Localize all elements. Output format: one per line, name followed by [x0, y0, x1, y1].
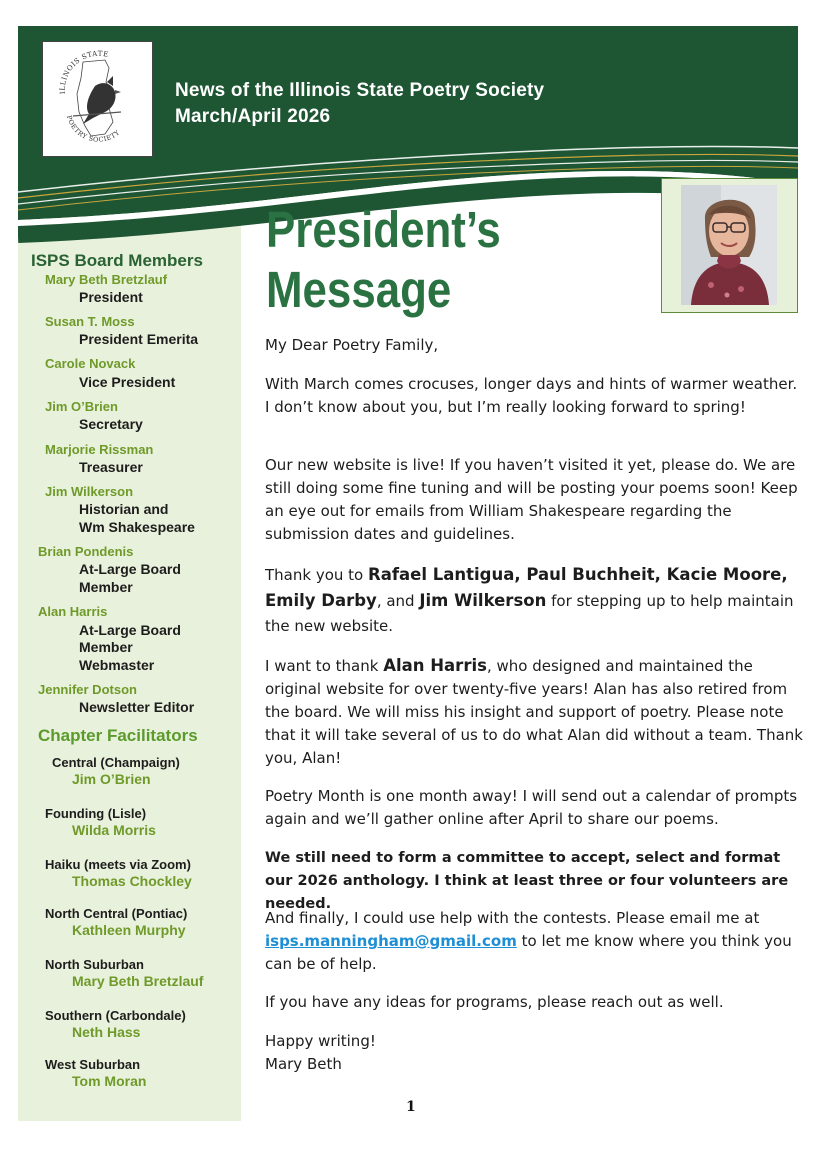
paragraph-5: [265, 785, 805, 831]
greeting-text: My Dear Poetry Family,: [265, 336, 439, 354]
paragraph-2: [265, 454, 805, 546]
board-member-name: Jennifer Dotson: [38, 682, 137, 697]
svg-text:POETRY SOCIETY: POETRY SOCIETY: [64, 114, 122, 144]
paragraph-text: , who designed and maintained the original website for over twenty-five years! Alan has also retired from the board. We will miss his insight and support of poetry. Please note that it will take several of us to do what Alan did without a team. Thank you, Alan!: [265, 657, 803, 767]
paragraph-text: to let me know where you think you can be of help.: [265, 932, 792, 973]
board-member-name: Alan Harris: [38, 604, 108, 619]
board-member-role: Member: [79, 579, 133, 595]
newsletter-title-line1: News of the Illinois State Poetry Society: [175, 80, 545, 101]
board-member-role: President Emerita: [79, 331, 199, 347]
chapter-facilitator: Mary Beth Bretzlauf: [72, 973, 204, 989]
paragraph-text: Thank you to: [265, 566, 368, 584]
paragraph-text: I want to thank: [265, 657, 384, 675]
chapter-facilitator: Jim O’Brien: [72, 771, 151, 787]
paragraph-text: We still need to form a committee to accept, select and format our 2026 anthology. I think at least three or four volunteers are needed.: [265, 850, 789, 912]
paragraph-text: , and: [376, 592, 420, 610]
president-portrait-icon: [681, 185, 777, 305]
chapter-name: North Central (Pontiac): [45, 906, 188, 921]
signature-name: Mary Beth: [265, 1055, 342, 1073]
board-member-role: Secretary: [79, 416, 143, 432]
board-member-role: Historian and: [79, 501, 169, 517]
page-title: [266, 200, 501, 320]
board-member-name: Jim Wilkerson: [45, 484, 134, 499]
paragraph-text: Poetry Month is one month away! I will send out a calendar of prompts again and we’ll gather online after April to share our poems.: [265, 787, 798, 828]
chapter-name: West Suburban: [45, 1057, 141, 1072]
paragraph-text: And finally, I could use help with the contests. Please email me at: [265, 909, 760, 927]
paragraph-8: [265, 991, 805, 1014]
board-member-name: Jim O’Brien: [45, 399, 118, 414]
president-photo: [661, 178, 798, 313]
board-member-role: Vice President: [79, 374, 176, 390]
paragraph-4: [265, 654, 805, 770]
chapter-facilitator: Neth Hass: [72, 1024, 141, 1040]
email-link[interactable]: isps.manningham@gmail.com: [265, 932, 517, 950]
page-number: 1: [406, 1099, 416, 1115]
board-member-name: Marjorie Rissman: [45, 442, 154, 457]
newsletter-title: [175, 78, 544, 130]
paragraph-text: Our new website is live! If you haven’t visited it yet, please do. We are still doing some fine tuning and will be posting your poems soon! Keep an eye out for emails from William Shakespeare regarding the submission dates and guidelines.: [265, 456, 798, 543]
chapter-name: Central (Champaign): [52, 755, 180, 770]
board-member-role: Treasurer: [79, 459, 143, 475]
board-member-name: Mary Beth Bretzlauf: [45, 272, 168, 287]
chapter-facilitators-heading: Chapter Facilitators: [38, 726, 198, 745]
cardinal-bird-icon: [43, 42, 152, 156]
chapter-facilitator: Tom Moran: [72, 1073, 147, 1089]
board-members-heading: ISPS Board Members: [31, 251, 203, 270]
board-member-role: At-Large Board: [79, 561, 181, 577]
newsletter-issue-date: March/April 2026: [175, 106, 331, 127]
chapter-facilitator: Kathleen Murphy: [72, 922, 186, 938]
board-member-role: President: [79, 289, 143, 305]
board-member-role: Newsletter Editor: [79, 699, 195, 715]
board-member-name: Susan T. Moss: [45, 314, 135, 329]
board-member-name: Brian Pondenis: [38, 544, 134, 559]
paragraph-7: [265, 907, 805, 976]
honoree-name: Alan Harris: [383, 656, 487, 675]
chapter-name: Haiku (meets via Zoom): [45, 857, 191, 872]
svg-text:ILLINOIS STATE: ILLINOIS STATE: [58, 49, 110, 95]
closing-line: Happy writing!: [265, 1032, 376, 1050]
board-member-role: At-Large Board: [79, 622, 181, 638]
chapter-name: North Suburban: [45, 957, 144, 972]
chapter-facilitator: Thomas Chockley: [72, 873, 192, 889]
chapter-name: Southern (Carbondale): [45, 1008, 186, 1023]
closing: [265, 1030, 805, 1076]
page-title-line2: Message: [266, 261, 452, 318]
board-member-role: Wm Shakespeare: [79, 519, 195, 535]
board-member-role: Member: [79, 639, 133, 655]
page-title-line1: President’s: [266, 201, 501, 258]
board-member-role: Webmaster: [79, 657, 155, 673]
chapter-facilitator: Wilda Morris: [72, 822, 156, 838]
isps-logo: [42, 41, 153, 157]
greeting: [265, 334, 805, 357]
paragraph-1: [265, 373, 805, 419]
paragraph-3: [265, 562, 805, 639]
paragraph-6: [265, 847, 805, 916]
volunteer-name: Jim Wilkerson: [419, 591, 547, 610]
paragraph-text: With March comes crocuses, longer days and hints of warmer weather. I don’t know about you, but I’m really looking forward to spring!: [265, 375, 798, 416]
paragraph-text: for stepping up to help maintain the new website.: [265, 592, 794, 635]
chapter-name: Founding (Lisle): [45, 806, 147, 821]
paragraph-text: If you have any ideas for programs, please reach out as well.: [265, 993, 724, 1011]
volunteer-names: Rafael Lantigua, Paul Buchheit, Kacie Moore, Emily Darby: [265, 565, 788, 610]
board-member-name: Carole Novack: [45, 356, 136, 371]
